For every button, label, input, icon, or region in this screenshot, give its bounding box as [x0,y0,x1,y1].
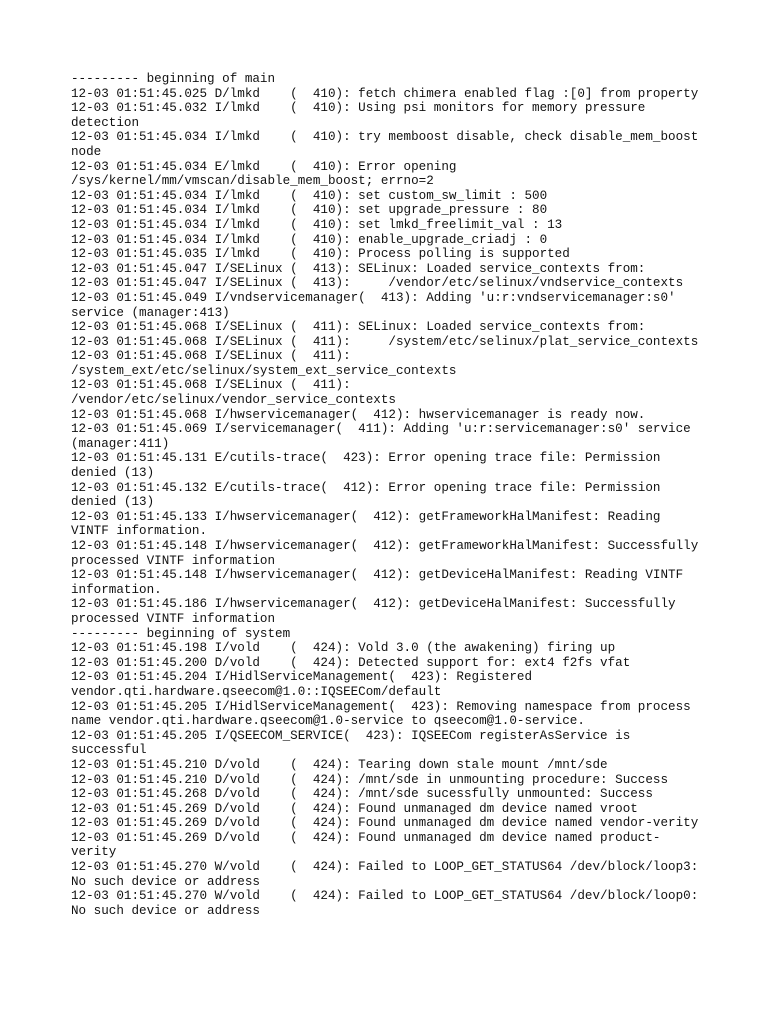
log-line: 12-03 01:51:45.035 I/lmkd ( 410): Process polling is supported [71,247,570,262]
log-line: denied (13) [71,495,155,510]
log-line: (manager:411) [71,436,170,451]
log-line: 12-03 01:51:45.068 I/hwservicemanager( 412): hwservicemanager is ready now. [71,407,646,422]
log-line: vendor.qti.hardware.qseecom@1.0::IQSEECom/default [71,684,442,699]
log-line: 12-03 01:51:45.047 I/SELinux ( 413): /vendor/etc/selinux/vndservice_contexts [71,276,684,291]
log-line: 12-03 01:51:45.034 I/lmkd ( 410): set custom_sw_limit : 500 [71,188,548,203]
log-line: 12-03 01:51:45.047 I/SELinux ( 413): SELinux: Loaded service_contexts from: [71,261,646,276]
log-line: /sys/kernel/mm/vmscan/disable_mem_boost; errno=2 [71,174,434,189]
log-line: 12-03 01:51:45.269 D/vold ( 424): Found unmanaged dm device named vendor-verity [71,816,699,831]
log-line: 12-03 01:51:45.032 I/lmkd ( 410): Using psi monitors for memory pressure [71,101,646,116]
log-line: information. [71,582,162,597]
log-line: No such device or address [71,874,260,889]
log-line: 12-03 01:51:45.068 I/SELinux ( 411): [71,378,351,393]
log-line: 12-03 01:51:45.269 D/vold ( 424): Found unmanaged dm device named vroot [71,801,638,816]
log-line: /vendor/etc/selinux/vendor_service_contexts [71,393,396,408]
log-line: 12-03 01:51:45.186 I/hwservicemanager( 412): getDeviceHalManifest: Successfully [71,597,676,612]
log-line: 12-03 01:51:45.132 E/cutils-trace( 412): Error opening trace file: Permission [71,480,661,495]
log-line: 12-03 01:51:45.068 I/SELinux ( 411): [71,349,351,364]
log-line: No such device or address [71,903,260,918]
log-line: detection [71,115,140,130]
log-line: 12-03 01:51:45.133 I/hwservicemanager( 412): getFrameworkHalManifest: Reading [71,509,661,524]
log-line: 12-03 01:51:45.034 I/lmkd ( 410): enable_upgrade_criadj : 0 [71,232,548,247]
log-line: verity [71,845,117,860]
log-line: 12-03 01:51:45.025 D/lmkd ( 410): fetch chimera enabled flag :[0] from property [71,86,699,101]
log-line: 12-03 01:51:45.270 W/vold ( 424): Failed to LOOP_GET_STATUS64 /dev/block/loop3: [71,860,699,875]
log-line: 12-03 01:51:45.198 I/vold ( 424): Vold 3.0 (the awakening) firing up [71,641,616,656]
log-line: 12-03 01:51:45.270 W/vold ( 424): Failed to LOOP_GET_STATUS64 /dev/block/loop0: [71,889,699,904]
log-line: processed VINTF information [71,553,276,568]
log-line: 12-03 01:51:45.205 I/HidlServiceManagement( 423): Removing namespace from process [71,699,691,714]
log-line: VINTF information. [71,524,208,539]
log-line: 12-03 01:51:45.068 I/SELinux ( 411): SELinux: Loaded service_contexts from: [71,320,646,335]
log-line: 12-03 01:51:45.205 I/QSEECOM_SERVICE( 423): IQSEECom registerAsService is [71,728,631,743]
log-line: 12-03 01:51:45.210 D/vold ( 424): Tearing down stale mount /mnt/sde [71,757,608,772]
log-line: 12-03 01:51:45.269 D/vold ( 424): Found unmanaged dm device named product- [71,830,661,845]
log-line: 12-03 01:51:45.268 D/vold ( 424): /mnt/sde sucessfully unmounted: Success [71,787,653,802]
log-line: processed VINTF information [71,611,276,626]
log-line: successful [71,743,147,758]
log-line: 12-03 01:51:45.034 E/lmkd ( 410): Error opening [71,159,457,174]
log-line: 12-03 01:51:45.034 I/lmkd ( 410): set lmkd_freelimit_val : 13 [71,217,563,232]
log-line: name vendor.qti.hardware.qseecom@1.0-service to qseecom@1.0-service. [71,714,585,729]
log-line: 12-03 01:51:45.068 I/SELinux ( 411): /system/etc/selinux/plat_service_contexts [71,334,699,349]
log-line: 12-03 01:51:45.200 D/vold ( 424): Detected support for: ext4 f2fs vfat [71,655,631,670]
log-line: 12-03 01:51:45.034 I/lmkd ( 410): try memboost disable, check disable_mem_boost [71,130,699,145]
log-line: 12-03 01:51:45.148 I/hwservicemanager( 412): getDeviceHalManifest: Reading VINTF [71,568,684,583]
log-line: denied (13) [71,466,155,481]
log-line: service (manager:413) [71,305,230,320]
logcat-output [71,72,711,918]
log-line: 12-03 01:51:45.148 I/hwservicemanager( 412): getFrameworkHalManifest: Successfully [71,539,699,553]
log-line: node [71,144,102,159]
log-line: 12-03 01:51:45.131 E/cutils-trace( 423): Error opening trace file: Permission [71,451,661,466]
log-line: --------- beginning of system [71,626,291,641]
log-line: 12-03 01:51:45.034 I/lmkd ( 410): set upgrade_pressure : 80 [71,203,548,218]
log-line: 12-03 01:51:45.210 D/vold ( 424): /mnt/sde in unmounting procedure: Success [71,772,669,787]
log-line: 12-03 01:51:45.069 I/servicemanager( 411): Adding 'u:r:servicemanager:s0' service [71,422,691,437]
log-line: 12-03 01:51:45.049 I/vndservicemanager( 413): Adding 'u:r:vndservicemanager:s0' [71,290,676,305]
log-line: 12-03 01:51:45.204 I/HidlServiceManagement( 423): Registered [71,670,533,685]
log-line: --------- beginning of main [71,72,276,86]
log-line: /system_ext/etc/selinux/system_ext_service_contexts [71,363,457,378]
